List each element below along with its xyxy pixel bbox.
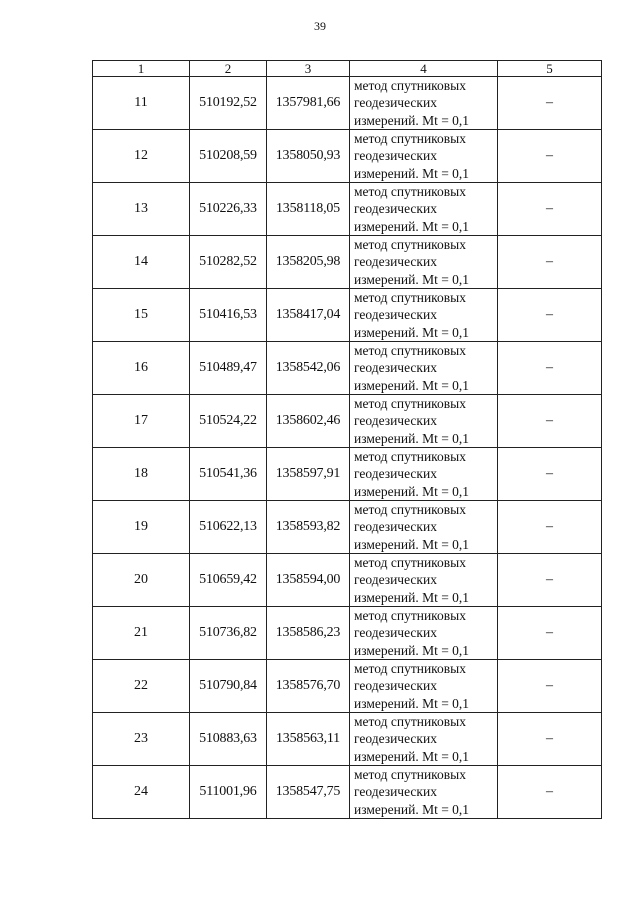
method-line-2: геодезических bbox=[354, 307, 437, 323]
method-cell bbox=[350, 289, 498, 342]
method-cell bbox=[350, 448, 498, 501]
method-line-2: геодезических bbox=[354, 678, 437, 694]
method-cell bbox=[350, 130, 498, 183]
point-number-cell: 15 bbox=[93, 289, 190, 342]
method-line-2: геодезических bbox=[354, 95, 437, 111]
y-coordinate-cell: 1358205,98 bbox=[267, 236, 350, 289]
method-cell bbox=[350, 713, 498, 766]
x-coordinate-cell: 510659,42 bbox=[190, 554, 267, 607]
method-line-3: измерений. Mt = 0,1 bbox=[354, 642, 470, 658]
y-coordinate-cell: 1358576,70 bbox=[267, 660, 350, 713]
table-row bbox=[93, 554, 602, 607]
header-col-2: 2 bbox=[190, 61, 267, 77]
x-coordinate-cell: 510883,63 bbox=[190, 713, 267, 766]
table-row bbox=[93, 448, 602, 501]
table-row bbox=[93, 660, 602, 713]
method-line-3: измерений. Mt = 0,1 bbox=[354, 165, 470, 181]
x-coordinate-cell: 511001,96 bbox=[190, 766, 267, 819]
x-coordinate-cell: 510736,82 bbox=[190, 607, 267, 660]
column-5-cell: – bbox=[498, 766, 602, 819]
point-number-cell: 22 bbox=[93, 660, 190, 713]
method-line-3: измерений. Mt = 0,1 bbox=[354, 695, 470, 711]
column-5-cell: – bbox=[498, 607, 602, 660]
x-coordinate-cell: 510416,53 bbox=[190, 289, 267, 342]
point-number-cell: 16 bbox=[93, 342, 190, 395]
method-line-1: метод спутниковых bbox=[354, 290, 466, 306]
column-5-cell: – bbox=[498, 130, 602, 183]
method-line-3: измерений. Mt = 0,1 bbox=[354, 271, 470, 287]
point-number-cell: 19 bbox=[93, 501, 190, 554]
method-line-2: геодезических bbox=[354, 731, 437, 747]
method-line-1: метод спутниковых bbox=[354, 767, 466, 783]
x-coordinate-cell: 510524,22 bbox=[190, 395, 267, 448]
header-col-5: 5 bbox=[498, 61, 602, 77]
coordinates-table bbox=[92, 60, 602, 819]
header-col-3: 3 bbox=[267, 61, 350, 77]
column-5-cell: – bbox=[498, 713, 602, 766]
point-number-cell: 11 bbox=[93, 77, 190, 130]
y-coordinate-cell: 1358586,23 bbox=[267, 607, 350, 660]
x-coordinate-cell: 510282,52 bbox=[190, 236, 267, 289]
table-header-row bbox=[93, 61, 602, 77]
method-line-3: измерений. Mt = 0,1 bbox=[354, 324, 470, 340]
column-5-cell: – bbox=[498, 236, 602, 289]
page-number: 39 bbox=[314, 19, 326, 33]
method-line-2: геодезических bbox=[354, 413, 437, 429]
table-row bbox=[93, 395, 602, 448]
x-coordinate-cell: 510208,59 bbox=[190, 130, 267, 183]
method-line-2: геодезических bbox=[354, 360, 437, 376]
column-5-cell: – bbox=[498, 77, 602, 130]
method-line-1: метод спутниковых bbox=[354, 608, 466, 624]
method-line-1: метод спутниковых bbox=[354, 714, 466, 730]
method-line-1: метод спутниковых bbox=[354, 555, 466, 571]
y-coordinate-cell: 1357981,66 bbox=[267, 77, 350, 130]
x-coordinate-cell: 510192,52 bbox=[190, 77, 267, 130]
x-coordinate-cell: 510226,33 bbox=[190, 183, 267, 236]
column-5-cell: – bbox=[498, 289, 602, 342]
method-cell bbox=[350, 236, 498, 289]
y-coordinate-cell: 1358593,82 bbox=[267, 501, 350, 554]
table-row bbox=[93, 183, 602, 236]
y-coordinate-cell: 1358547,75 bbox=[267, 766, 350, 819]
y-coordinate-cell: 1358050,93 bbox=[267, 130, 350, 183]
method-cell bbox=[350, 501, 498, 554]
x-coordinate-cell: 510489,47 bbox=[190, 342, 267, 395]
header-col-1: 1 bbox=[93, 61, 190, 77]
method-line-3: измерений. Mt = 0,1 bbox=[354, 218, 470, 234]
x-coordinate-cell: 510622,13 bbox=[190, 501, 267, 554]
point-number-cell: 17 bbox=[93, 395, 190, 448]
method-cell bbox=[350, 77, 498, 130]
method-line-1: метод спутниковых bbox=[354, 78, 466, 94]
table-row bbox=[93, 77, 602, 130]
column-5-cell: – bbox=[498, 660, 602, 713]
method-line-1: метод спутниковых bbox=[354, 237, 466, 253]
y-coordinate-cell: 1358602,46 bbox=[267, 395, 350, 448]
column-5-cell: – bbox=[498, 395, 602, 448]
y-coordinate-cell: 1358118,05 bbox=[267, 183, 350, 236]
method-line-2: геодезических bbox=[354, 784, 437, 800]
point-number-cell: 14 bbox=[93, 236, 190, 289]
method-cell bbox=[350, 395, 498, 448]
column-5-cell: – bbox=[498, 342, 602, 395]
method-cell bbox=[350, 342, 498, 395]
method-line-1: метод спутниковых bbox=[354, 343, 466, 359]
method-line-3: измерений. Mt = 0,1 bbox=[354, 483, 470, 499]
method-line-2: геодезических bbox=[354, 148, 437, 164]
point-number-cell: 12 bbox=[93, 130, 190, 183]
method-cell bbox=[350, 607, 498, 660]
table-row bbox=[93, 713, 602, 766]
y-coordinate-cell: 1358594,00 bbox=[267, 554, 350, 607]
table-row bbox=[93, 289, 602, 342]
point-number-cell: 20 bbox=[93, 554, 190, 607]
method-line-3: измерений. Mt = 0,1 bbox=[354, 748, 470, 764]
table-row bbox=[93, 130, 602, 183]
method-line-2: геодезических bbox=[354, 254, 437, 270]
table-row bbox=[93, 607, 602, 660]
method-line-2: геодезических bbox=[354, 625, 437, 641]
method-line-2: геодезических bbox=[354, 572, 437, 588]
table-body bbox=[93, 77, 602, 819]
column-5-cell: – bbox=[498, 554, 602, 607]
method-line-1: метод спутниковых bbox=[354, 502, 466, 518]
point-number-cell: 24 bbox=[93, 766, 190, 819]
method-line-1: метод спутниковых bbox=[354, 131, 466, 147]
point-number-cell: 23 bbox=[93, 713, 190, 766]
method-cell bbox=[350, 183, 498, 236]
method-line-1: метод спутниковых bbox=[354, 449, 466, 465]
method-line-3: измерений. Mt = 0,1 bbox=[354, 377, 470, 393]
method-line-3: измерений. Mt = 0,1 bbox=[354, 589, 470, 605]
table-row bbox=[93, 342, 602, 395]
x-coordinate-cell: 510541,36 bbox=[190, 448, 267, 501]
column-5-cell: – bbox=[498, 183, 602, 236]
method-line-1: метод спутниковых bbox=[354, 184, 466, 200]
method-line-2: геодезических bbox=[354, 201, 437, 217]
method-line-2: геодезических bbox=[354, 466, 437, 482]
y-coordinate-cell: 1358417,04 bbox=[267, 289, 350, 342]
method-line-2: геодезических bbox=[354, 519, 437, 535]
point-number-cell: 13 bbox=[93, 183, 190, 236]
method-line-3: измерений. Mt = 0,1 bbox=[354, 536, 470, 552]
header-col-4: 4 bbox=[350, 61, 498, 77]
method-cell bbox=[350, 554, 498, 607]
method-cell bbox=[350, 766, 498, 819]
point-number-cell: 18 bbox=[93, 448, 190, 501]
column-5-cell: – bbox=[498, 448, 602, 501]
x-coordinate-cell: 510790,84 bbox=[190, 660, 267, 713]
method-line-1: метод спутниковых bbox=[354, 661, 466, 677]
method-line-3: измерений. Mt = 0,1 bbox=[354, 430, 470, 446]
y-coordinate-cell: 1358563,11 bbox=[267, 713, 350, 766]
table-row bbox=[93, 236, 602, 289]
method-line-3: измерений. Mt = 0,1 bbox=[354, 801, 470, 817]
y-coordinate-cell: 1358542,06 bbox=[267, 342, 350, 395]
column-5-cell: – bbox=[498, 501, 602, 554]
method-line-1: метод спутниковых bbox=[354, 396, 466, 412]
table-row bbox=[93, 501, 602, 554]
method-cell bbox=[350, 660, 498, 713]
method-line-3: измерений. Mt = 0,1 bbox=[354, 112, 470, 128]
table-row bbox=[93, 766, 602, 819]
point-number-cell: 21 bbox=[93, 607, 190, 660]
y-coordinate-cell: 1358597,91 bbox=[267, 448, 350, 501]
